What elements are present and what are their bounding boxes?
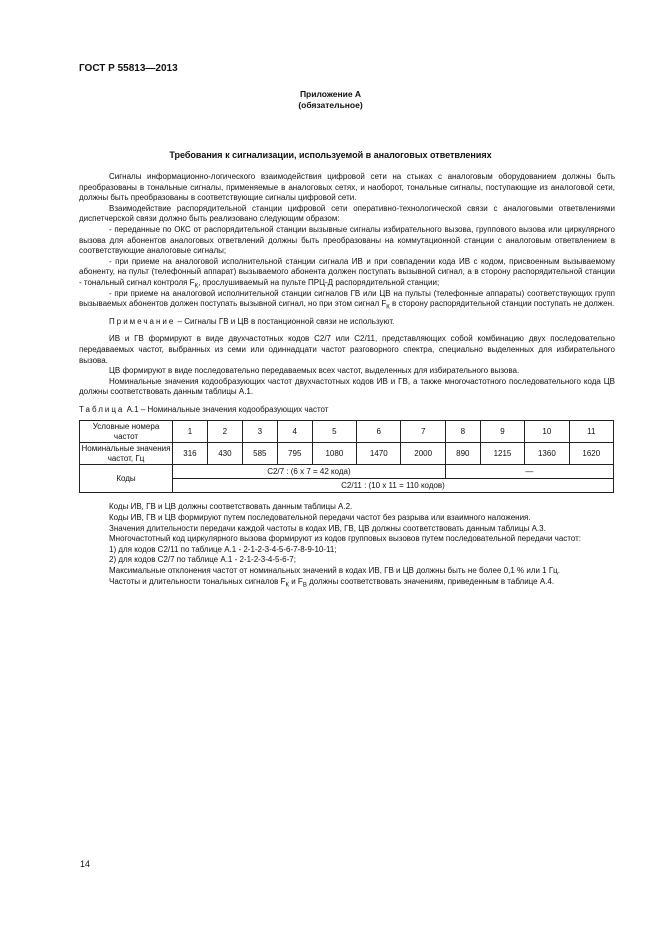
note-label: Примечание bbox=[109, 316, 176, 326]
table-cell: 5 bbox=[312, 421, 356, 443]
table-cell: 6 bbox=[357, 421, 401, 443]
document-body bbox=[79, 172, 615, 587]
table-cell: 1080 bbox=[312, 443, 356, 465]
table-row bbox=[80, 421, 614, 443]
table-cell: 9 bbox=[480, 421, 524, 443]
table-cell: 1360 bbox=[525, 443, 569, 465]
row-label: Номинальные значения частот, Гц bbox=[80, 443, 173, 465]
table-cell: 316 bbox=[173, 443, 208, 465]
paragraph: Максимальные отклонения частот от номинальных значений в кодах ИВ, ГВ и ЦВ должны быть не более 0,1 % или 1 Гц. bbox=[109, 566, 560, 576]
table-cell: 3 bbox=[242, 421, 277, 443]
table-cell: 2 bbox=[207, 421, 242, 443]
table-cell: 8 bbox=[445, 421, 480, 443]
table-cell: — bbox=[445, 465, 613, 479]
page-number: 14 bbox=[80, 859, 91, 869]
paragraph: Номинальные значения кодообразующих частот двухчастотных кодов ИВ и ГВ, а также многочастотного последовательного кода ЦВ должны соответствовать данным таблицы А.1. bbox=[79, 376, 615, 397]
table-cell: 7 bbox=[401, 421, 445, 443]
standard-header: ГОСТ Р 55813—2013 bbox=[79, 63, 178, 74]
table-row bbox=[80, 465, 614, 479]
section-title: Требования к сигнализации, используемой в аналоговых ответвлениях bbox=[169, 150, 492, 160]
table-cell: 11 bbox=[569, 421, 613, 443]
frequency-table bbox=[79, 420, 614, 493]
table-cell: 890 bbox=[445, 443, 480, 465]
row-label: Коды bbox=[80, 465, 173, 493]
table-row bbox=[80, 443, 614, 465]
note-text: – Сигналы ГВ и ЦВ в постанционной связи не используют. bbox=[175, 316, 395, 326]
paragraph: Сигналы информационно-логического взаимодействия цифровой сети на стыках с аналоговым оборудованием должны быть преобразованы в тональные сигналы, применяемые в аналоговых сетях, и наоборот, тональные сигналы, поступающие из аналоговой сети, должны быть преобразованы в соответствующие сигналы цифровой сети. bbox=[79, 172, 615, 203]
paragraph: Взаимодействие распорядительной станции цифровой сети оперативно-технологической связи с аналоговыми ответвлениями диспетчерской связи должно быть реализовано следующим образом: bbox=[79, 203, 615, 224]
table-cell: 4 bbox=[277, 421, 312, 443]
table-cell: 2000 bbox=[401, 443, 445, 465]
table-cell: С2/7 : (6 х 7 = 42 кода) bbox=[173, 465, 446, 479]
table-cell: 1470 bbox=[357, 443, 401, 465]
table-cell: 795 bbox=[277, 443, 312, 465]
table-cell: 1620 bbox=[569, 443, 613, 465]
table-cell: С2/11 : (10 х 11 = 110 кодов) bbox=[173, 479, 614, 493]
appendix-title: Приложение А bbox=[299, 89, 362, 99]
paragraph: - при приеме на аналоговой исполнительной станции сигнала ИВ и при совпадении кода ИВ с кодом, присвоенным вызываемому абоненту, на пульт (телефонный аппарат) вызываемого абонента должен поступать вызывной сигнал, а в сторону распорядительной станции - тональный сигнал контроля $F_К$, прослушиваемый на пульте ПРЦ-Д распорядительной станции; bbox=[79, 256, 615, 290]
table-cell: 10 bbox=[525, 421, 569, 443]
table-cell: 1215 bbox=[480, 443, 524, 465]
table-cell: 585 bbox=[242, 443, 277, 465]
paragraph: - при приеме на аналоговой исполнительной станции сигналов ГВ или ЦВ на пульты (телефонные аппараты) соответствующих групп вызываемых абонентов должен поступать вызывной сигнал, но при этом сигнал $F_К$ в сторону распорядительной станции поступать не должен. bbox=[79, 288, 615, 311]
row-label: Условные номера частот bbox=[80, 421, 173, 443]
paragraph: - переданные по ОКС от распорядительной станции вызывные сигналы избирательного вызова, группового вызова или циркулярного вызова для абонентов аналоговых ответвлений должны быть преобразованы на коммутационной станции с аналоговым ответвлением в соответствующие аналоговые сигналы; bbox=[79, 224, 615, 256]
paragraph: 1) для кодов С2/11 по таблице А.1 - 2-1-2-3-4-5-6-7-8-9-10-11; bbox=[109, 544, 337, 554]
appendix-status: (обязательное) bbox=[298, 100, 363, 110]
paragraph: Значения длительности передачи каждой частоты в кодах ИВ, ГВ, ЦВ должны соответствовать данным таблицы А.3. bbox=[109, 523, 546, 533]
paragraph: ЦВ формируют в виде последовательно передаваемых всех частот, выделенных для избирательного вызова. bbox=[109, 366, 520, 376]
paragraph: Коды ИВ, ГВ и ЦВ должны соответствовать данным таблицы А.2. bbox=[109, 502, 353, 512]
paragraph: ИВ и ГВ формируют в виде двухчастотных кодов С2/7 или С2/11, представляющих собой комбинацию двух последовательно передаваемых частот, выбранных из семи или одиннадцати частот разговорного спектра, специально выделенных для избирательного вызова. bbox=[79, 334, 615, 365]
table-cell: 430 bbox=[207, 443, 242, 465]
note bbox=[79, 317, 615, 328]
paragraph: Коды ИВ, ГВ и ЦВ формируют путем последовательной передачи частот без разрыва или взаимного наложения. bbox=[109, 513, 531, 523]
paragraph: 2) для кодов С2/7 по таблице А.1 - 2-1-2-3-4-5-6-7; bbox=[109, 555, 296, 565]
paragraph: Многочастотный код циркулярного вызова формируют из кодов групповых вызовов путем последовательной передачи частот: bbox=[109, 534, 582, 544]
table-caption: Таблица А.1 – Номинальные значения кодообразующих частот bbox=[79, 404, 329, 414]
table-cell: 1 bbox=[173, 421, 208, 443]
paragraph: Частоты и длительности тональных сигналов $F_К$ и $F_В$ должны соответствовать значениям, приведенным в таблице А.4. bbox=[109, 576, 555, 589]
